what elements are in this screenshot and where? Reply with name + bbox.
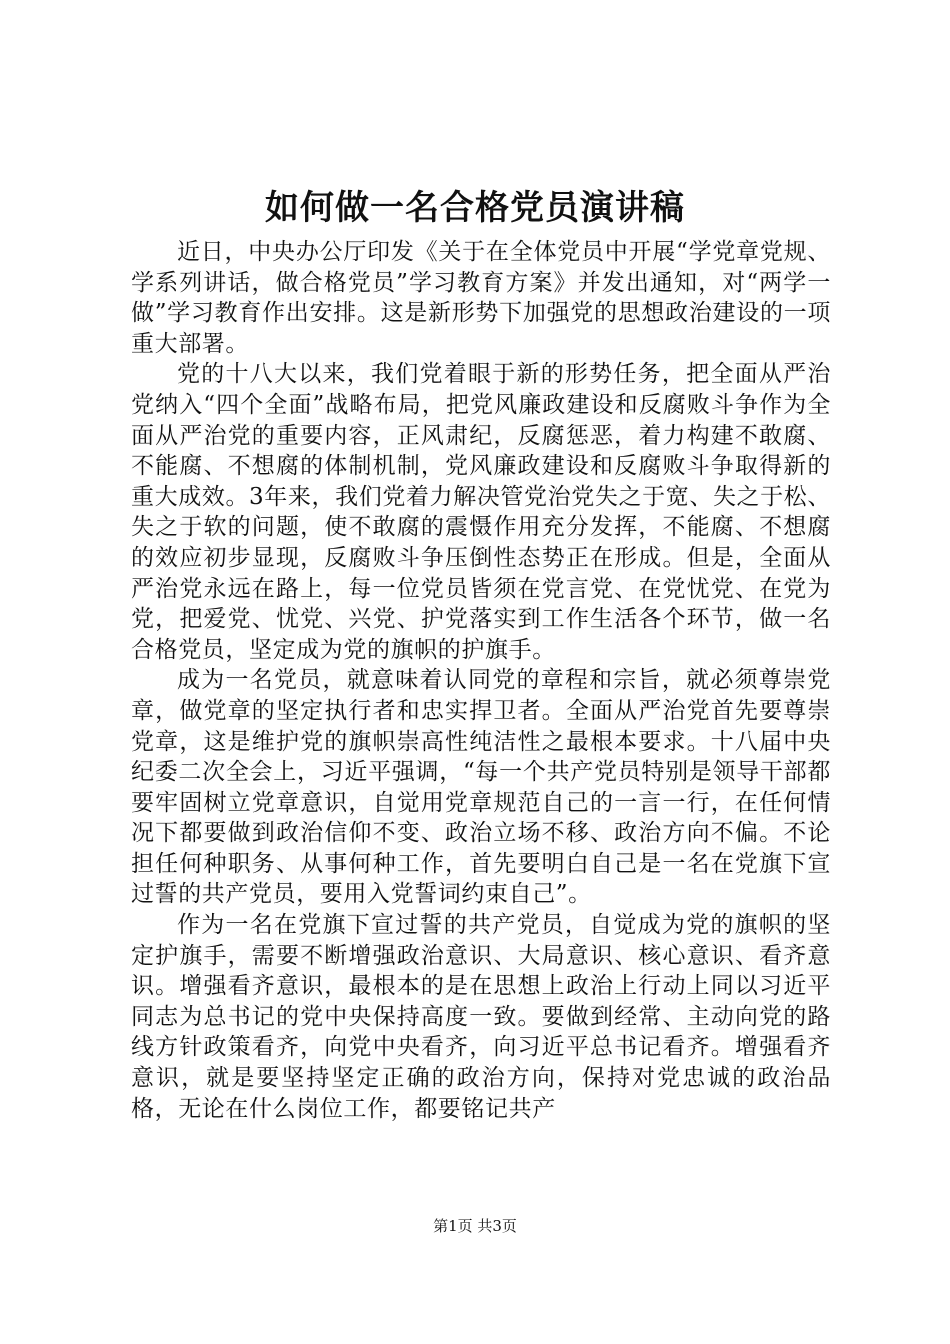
page-footer: 第1页 共3页 — [433, 1217, 517, 1235]
paragraph-2: 党的十八大以来，我们党着眼于新的形势任务，把全面从严治党纳入“四个全面”战略布局，把党风廉政建设和反腐败斗争作为全面从严治党的重要内容，正风肃纪，反腐惩恶，着力构建不敢腐、不能腐、不想腐的体制机制，党风廉政建设和反腐败斗争取得新的重大成效。3年来，我们党着力解决管党治党失之于宽、失之于松、失之于软的问题，使不敢腐的震慑作用充分发挥，不能腐、不想腐的效应初步显现，反腐败斗争压倒性态势正在形成。但是，全面从严治党永远在路上，每一位党员皆须在党言党、在党忧党、在党为党，把爱党、忧党、兴党、护党落实到工作生活各个环节，做一名合格党员，坚定成为党的旗帜的护旗手。 — [131, 361, 831, 663]
paragraph-1: 近日，中央办公厅印发《关于在全体党员中开展“学党章党规、学系列讲话，做合格党员”学习教育方案》并发出通知，对“两学一做”学习教育作出安排。这是新形势下加强党的思想政治建设的一项重大部署。 — [131, 239, 831, 357]
document-title: 如何做一名合格党员演讲稿 — [265, 188, 685, 228]
paragraph-3: 成为一名党员，就意味着认同党的章程和宗旨，就必须尊崇党章，做党章的坚定执行者和忠实捍卫者。全面从严治党首先要尊崇党章，这是维护党的旗帜崇高性纯洁性之最根本要求。十八届中央纪委二次全会上，习近平强调，“每一个共产党员特别是领导干部都要牢固树立党章意识，自觉用党章规范自己的一言一行，在任何情况下都要做到政治信仰不变、政治立场不移、政治方向不偏。不论担任何种职务、从事何种工作，首先要明白自己是一名在党旗下宣过誓的共产党员，要用入党誓词约束自己”。 — [131, 667, 831, 908]
document-body — [131, 237, 831, 1124]
paragraph-4: 作为一名在党旗下宣过誓的共产党员，自觉成为党的旗帜的坚定护旗手，需要不断增强政治意识、大局意识、核心意识、看齐意识。增强看齐意识，最根本的是在思想上政治上行动上同以习近平同志为总书记的党中央保持高度一致。要做到经常、主动向党的路线方针政策看齐，向党中央看齐，向习近平总书记看齐。增强看齐意识，就是要坚持坚定正确的政治方向，保持对党忠诚的政治品格，无论在什么岗位工作，都要铭记共产 — [131, 912, 831, 1122]
